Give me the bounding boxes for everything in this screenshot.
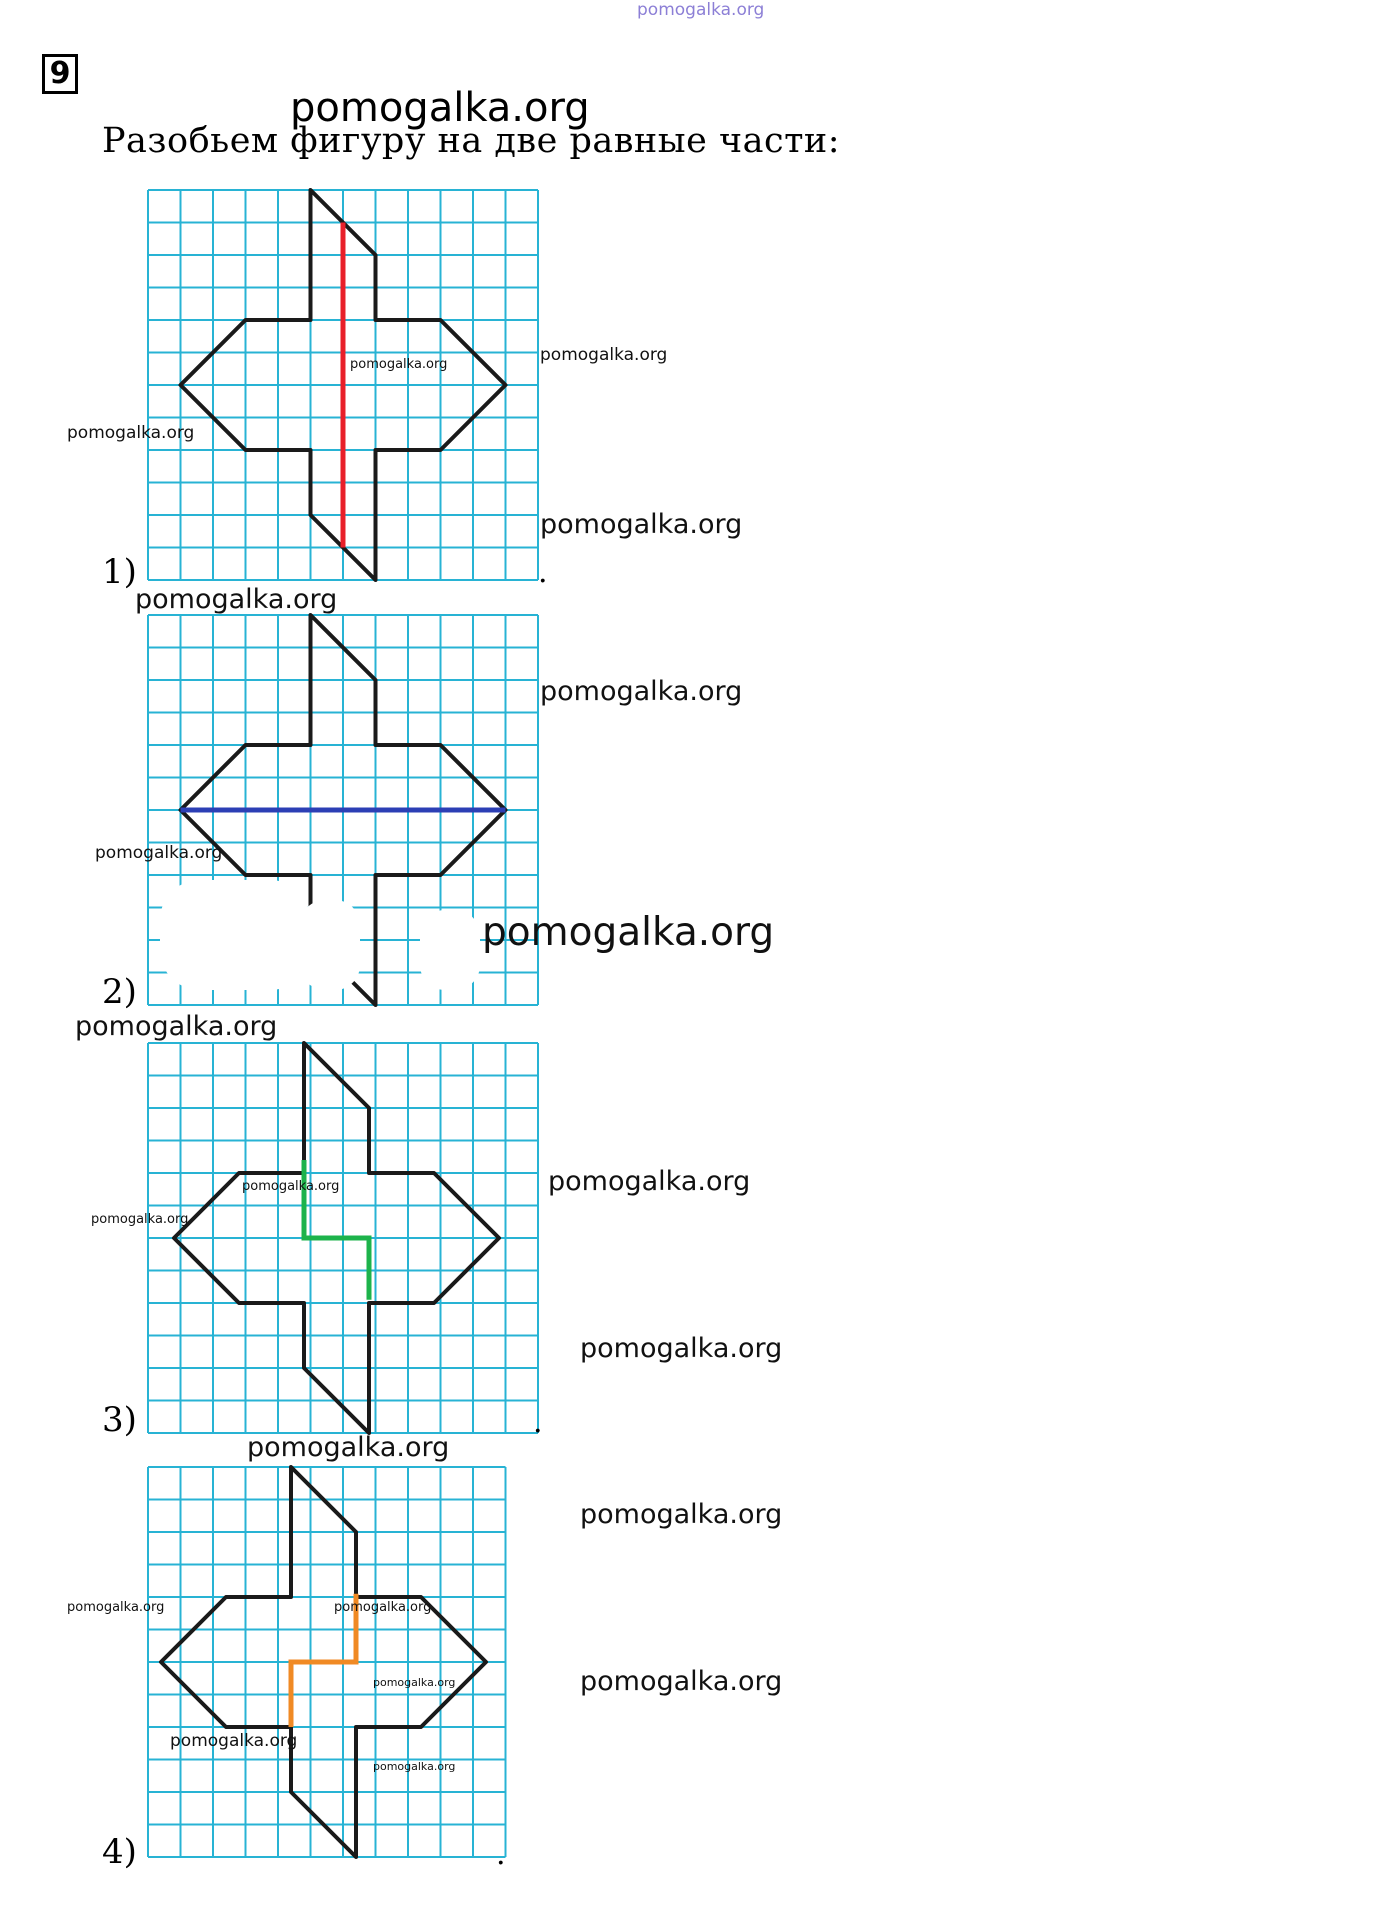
eraser-blot — [420, 910, 480, 990]
watermark: pomogalka.org — [540, 676, 743, 707]
figure-4-grid — [148, 1467, 510, 1861]
watermark: pomogalka.org — [580, 1333, 783, 1364]
watermark: pomogalka.org — [548, 1166, 751, 1197]
eraser-blot — [300, 900, 360, 990]
watermark: pomogalka.org — [170, 1731, 298, 1751]
figure-1-label: 1) — [102, 552, 137, 592]
watermark: pomogalka.org — [540, 509, 743, 540]
watermark: pomogalka.org — [95, 843, 223, 863]
watermark: pomogalka.org — [350, 357, 448, 372]
watermark: pomogalka.org — [242, 1179, 340, 1194]
figure-4-label: 4) — [102, 1832, 137, 1872]
watermark: pomogalka.org — [67, 423, 195, 443]
watermark: pomogalka.org — [580, 1499, 783, 1530]
watermark-top: pomogalka.org — [637, 0, 765, 20]
figure-1-period: . — [538, 555, 548, 590]
watermark: pomogalka.org — [580, 1666, 783, 1697]
watermark: pomogalka.org — [373, 1676, 456, 1689]
watermark: pomogalka.org — [373, 1760, 456, 1773]
watermark: pomogalka.org — [135, 584, 338, 615]
figure-3-label: 3) — [102, 1400, 137, 1440]
figure-3-grid — [148, 1043, 543, 1440]
watermark: pomogalka.org — [91, 1212, 189, 1227]
watermark: pomogalka.org — [540, 345, 668, 365]
watermark: pomogalka.org — [67, 1600, 165, 1615]
instruction-text: Разобьем фигуру на две равные части: — [102, 121, 841, 161]
eraser-blot — [160, 880, 310, 990]
watermark: pomogalka.org — [334, 1600, 432, 1615]
watermark: pomogalka.org — [482, 910, 775, 955]
watermark: pomogalka.org — [247, 1432, 450, 1463]
figure-4-period: . — [496, 1837, 506, 1872]
site-title: pomogalka.org — [290, 85, 590, 131]
figure-1-grid — [148, 190, 542, 584]
figure-3-period: . — [533, 1405, 543, 1440]
exercise-number: 9 — [42, 54, 78, 94]
watermark: pomogalka.org — [75, 1011, 278, 1042]
figure-2-label: 2) — [102, 972, 137, 1012]
